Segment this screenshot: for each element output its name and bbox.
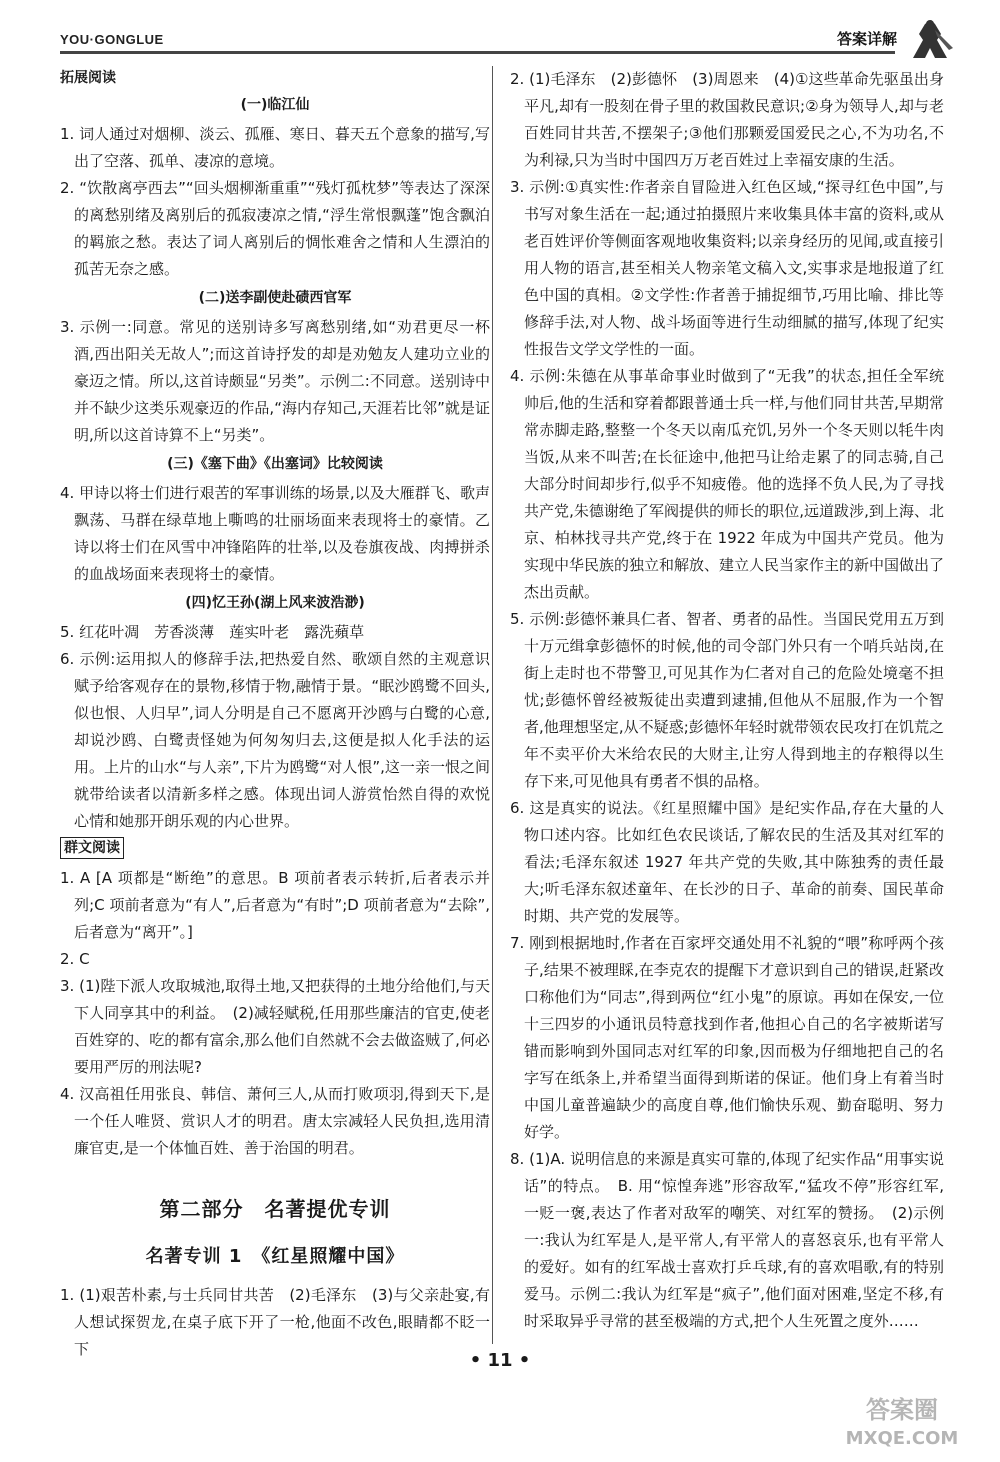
page-number: • 11 • — [469, 1350, 531, 1371]
answer-item: 8. (1)A. 说明信息的来源是真实可靠的,体现了纪实作品“用事实说话”的特点。 B. 用“惊惶奔逃”形容敌军,“猛攻不停”形容红军,一贬一褒,表达了作者对敌军的嘲笑、对红军的赞扬。 (2)示例一:我认为红军是人,是平常人,有平常人的喜怒哀乐,也有平常人的爱好。如有的红军战士喜欢打乒乓球,有的喜欢唱歌,有的特别爱马。示例二:我认为红军是“疯子”,他们面对困难,坚定不移,有时采取异乎寻常的甚至极端的方式,把个人生死置之度外…… — [510, 1150, 944, 1330]
poem-title: (二)送李副使赴碛西官军 — [198, 290, 352, 306]
column-divider — [492, 66, 493, 1344]
answer-item: 2. (1)毛泽东 (2)彭德怀 (3)周恩来 (4)①这些革命先驱虽出身平凡,却有一股刻在骨子里的救国救民意识;②身为领导人,却与老百姓同甘共苦,不摆架子;③他们那颗爱国爱民之心,不为功名,不为利禄,只为当时中国四万万老百姓过上幸福安康的生活。 — [510, 70, 944, 169]
answer-item: 4. 汉高祖任用张良、韩信、萧何三人,从而打败项羽,得到天下,是一个任人唯贤、赏识人才的明君。唐太宗减轻人民负担,选用清廉官吏,是一个体恤百姓、善于治国的明君。 — [60, 1085, 490, 1157]
answer-item: 3. 示例:①真实性:作者亲自冒险进入红色区域,“探寻红色中国”,与书写对象生活在一起;通过拍摄照片来收集具体丰富的资料,或从老百姓评价等侧面客观地收集资料;以亲身经历的见闻,或直接引用人物的语言,甚至相关人物亲笔文稿入文,实事求是地报道了红色中国的真相。②文学性:作者善于捕捉细节,巧用比喻、排比等修辞手法,对人物、战斗场面等进行生动细腻的描写,体现了纪实性报告文学文学性的一面。 — [510, 178, 944, 358]
watermark-logo-icon — [832, 1392, 982, 1452]
answer-item: 4. 示例:朱德在从事革命事业时做到了“无我”的状态,担任全军统帅后,他的生活和穿着都跟普通士兵一样,与他们同甘共苦,早期常常赤脚走路,整整一个冬天以南瓜充饥,另外一个冬天则以牦牛肉当饭,从来不叫苦;在长征途中,他把马让给走累了的同志骑,自己大部分时间却步行,似乎不知疲倦。他的选择不负人民,为了寻找共产党,朱德谢绝了军阀提供的师长的职位,远道跋涉,到上海、北京、柏林找寻共产党,终于在 1922 年成为中国共产党员。他为实现中华民族的独立和解放、建立人民当家作主的新中国做出了杰出贡献。 — [510, 367, 945, 601]
header-rule — [60, 51, 895, 54]
poem-title: (一)临江仙 — [240, 97, 310, 113]
header-title: 答案详解 — [836, 30, 897, 48]
left-column — [60, 66, 490, 1363]
brand-text: YOU·GONGLUE — [60, 32, 164, 47]
unit-title: 名著专训 1 《红星照耀中国》 — [145, 1246, 405, 1267]
answer-item: 5. 示例:彭德怀兼具仁者、智者、勇者的品性。当国民党用五万到十万元缉拿彭德怀的时候,他的司令部门外只有一个哨兵站岗,在街上走时也不带警卫,可见其作为仁者对自己的危险处境毫不担忧;彭德怀曾经被叛徒出卖遭到逮捕,但他从不屈服,作为一个智者,他理想坚定,从不疑惑;彭德怀年轻时就带领农民攻打在饥荒之年不卖平价大米给农民的大财主,让穷人得到地主的存粮得以生存下来,可见他具有勇者不惧的品格。 — [510, 610, 944, 790]
section-label-group-reading: 群文阅读 — [60, 837, 124, 859]
answer-item: 6. 这是真实的说法。《红星照耀中国》是纪实作品,存在大量的人物口述内容。比如红色农民谈话,了解农民的生活及其对红军的看法;毛泽东叙述 1927 年共产党的失败,其中陈独秀的责任最大;听毛泽东叙述童年、在长沙的日子、革命的前奏、国民革命时期、共产党的发展等。 — [510, 799, 944, 925]
right-column — [510, 66, 944, 1335]
answer-item: 1. (1)艰苦朴素,与士兵同甘共苦 (2)毛泽东 (3)与父亲赴宴,有人想试探贺龙,在桌子底下开了一枪,他面不改色,眼睛都不眨一下 — [60, 1286, 490, 1358]
answer-item: 1. A [A 项都是“断绝”的意思。B 项前者表示转折,后者表示并列;C 项前者意为“有人”,后者意为“有时”;D 项前者意为“去除”,后者意为“离开”。] — [60, 869, 490, 941]
answer-item: 2. “饮散离亭西去”“回头烟柳渐重重”“残灯孤枕梦”等表达了深深的离愁别绪及离别后的孤寂凄凉之情,“浮生常恨飘蓬”饱含飘泊的羁旅之愁。表达了词人离别后的惆怅难舍之情和人生漂泊的孤苦无奈之感。 — [60, 179, 490, 278]
answer-item: 3. (1)陛下派人攻取城池,取得土地,又把获得的土地分给他们,与天下人同享其中的利益。 (2)减轻赋税,任用那些廉洁的官吏,使老百姓穿的、吃的都有富余,那么他们自然就不会去做盗贼了,何必要用严厉的刑法呢? — [60, 977, 490, 1076]
poem-title: (三)《塞下曲》《出塞词》比较阅读 — [167, 456, 383, 472]
part-title: 第二部分 名著提优专训 — [159, 1197, 391, 1221]
answer-item: 4. 甲诗以将士们进行艰苦的军事训练的场景,以及大雁群飞、歌声飘荡、马群在绿草地上嘶鸣的壮丽场面来表现将士的豪情。乙诗以将士们在风雪中冲锋陷阵的壮举,以及卷旗夜战、肉搏拼杀的血战场面来表现将士的豪情。 — [60, 484, 490, 583]
section-label-extended-reading: 拓展阅读 — [60, 70, 116, 86]
watermark-line2: MXQE.COM — [845, 1428, 959, 1449]
answer-item: 7. 刚到根据地时,作者在百家坪交通处用不礼貌的“喂”称呼两个孩子,结果不被理睬,在李克农的提醒下才意识到自己的错误,赶紧改口称他们为“同志”,得到两位“红小鬼”的原谅。再如在保安,一位十三四岁的小通讯员特意找到作者,他担心自己的名字被斯诺写错而影响到外国同志对红军的印象,因而极为仔细地把自己的名字写在纸条上,并希望当面得到斯诺的保证。他们身上有着当时中国儿童普遍缺少的高度自尊,他们愉快乐观、勤奋聪明、努力好学。 — [510, 934, 944, 1141]
watermark-line1: 答案圈 — [866, 1396, 938, 1424]
poem-title: (四)忆王孙(湖上风来波浩渺) — [185, 595, 365, 611]
page-header — [60, 24, 955, 54]
mascot-figure-icon — [905, 18, 955, 58]
answer-item: 3. 示例一:同意。常见的送别诗多写离愁别绪,如“劝君更尽一杯酒,西出阳关无故人”;而这首诗抒发的却是劝勉友人建功立业的豪迈之情。所以,这首诗颇显“另类”。示例二:不同意。送别诗中并不缺少这类乐观豪迈的作品,“海内存知己,天涯若比邻”就是证明,所以这首诗算不上“另类”。 — [60, 318, 490, 444]
answer-item: 1. 词人通过对烟柳、淡云、孤雁、寒日、暮天五个意象的描写,写出了空落、孤单、凄凉的意境。 — [60, 125, 490, 170]
answer-item: 5. 红花叶凋 芳香淡薄 莲实叶老 露洗蘋草 — [60, 623, 365, 641]
answer-item: 6. 示例:运用拟人的修辞手法,把热爱自然、歌颂自然的主观意识赋予给客观存在的景物,移情于物,融情于景。“眠沙鸥鹭不回头,似也恨、人归早”,词人分明是自己不愿离开沙鸥与白鹭的心意,却说沙鸥、白鹭责怪她为何匆匆归去,这便是拟人化手法的运用。上片的山水“与人亲”,下片为鸥鹭“对人恨”,这一亲一恨之间就带给读者以清新多样之感。体现出词人游赏怡然自得的欢悦心情和她那开朗乐观的内心世界。 — [60, 650, 490, 830]
answer-item: 2. C — [60, 950, 90, 968]
